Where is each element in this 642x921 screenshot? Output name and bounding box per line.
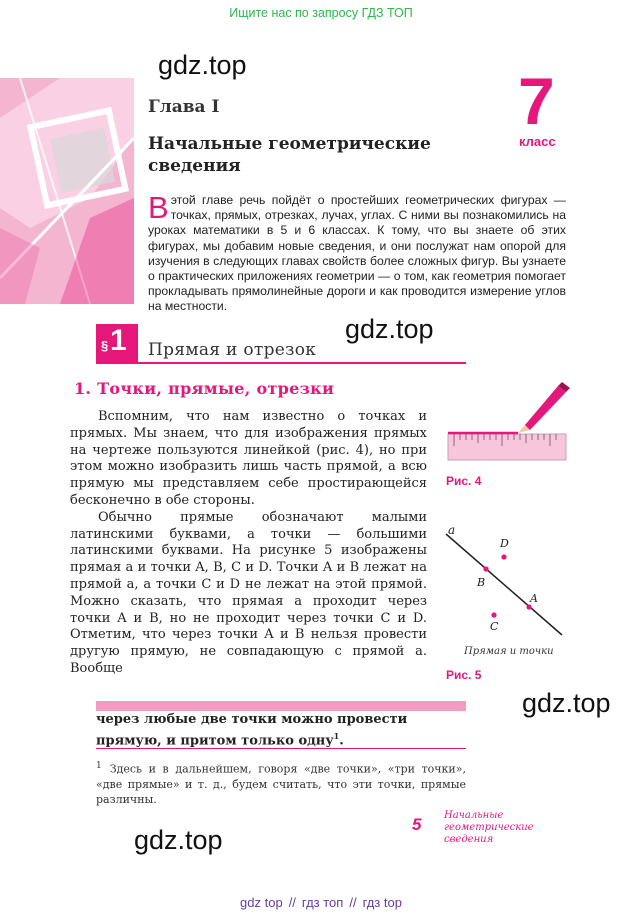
intro-dropcap: В <box>148 190 169 225</box>
figure-5-point-d: D <box>500 537 509 550</box>
footnote-text: Здесь и в дальнейшем, говоря «две точки», «три точки», «две прямые» и т. д., будем считать, что эти точки, прямые различны. <box>96 762 466 806</box>
paragraph-symbol: § <box>101 338 109 353</box>
grade-number: 7 <box>518 64 555 138</box>
figure-5-subcaption: Прямая и точки <box>464 646 554 657</box>
watermark: gdz.top <box>522 688 611 718</box>
rule-text: через любые две точки можно провести прямую, и притом только одну$^1$. <box>96 712 408 749</box>
figure-5-caption: Рис. 5 <box>446 668 482 682</box>
chapter-title <box>148 133 448 177</box>
bottom-link-1[interactable]: gdz top <box>240 895 283 910</box>
body-paragraph-1: Вспомним, что нам известно о точках и прямых. Мы знаем, что для изображения прямых на чертеже пользуются линейкой (рис. 4), но при этом можно изобразить лишь часть прямой, а всю прямую мы представляем себе простирающейся бесконечно в обе стороны. <box>70 409 427 508</box>
bottom-link-3[interactable]: гдз top <box>362 895 402 910</box>
section-name-line3: сведения <box>444 834 494 845</box>
body-paragraph-2: Обычно прямые обозначают малыми латинскими буквами, а точки — большими латинскими буквами. На рисунке 5 изображены прямая a и точки A, B, C и D. Точки A и B лежат на прямой a, а точки C и D не лежат на этой прямой. Можно сказать, что прямая a проходит через точки A и B, но не проходит через точки C и D. Отметим, что через точки A и B нельзя провести другую прямую, не совпадающую с прямой a. Вообще <box>70 509 427 676</box>
paragraph-badge <box>96 324 138 364</box>
section-body <box>70 409 427 678</box>
figure-5-line-label: a <box>448 523 456 537</box>
rule-footnote-mark: 1 <box>333 731 340 741</box>
rule-statement: через любые две точки можно провести прямую, и притом только одну <box>96 712 408 749</box>
chapter-label: Глава I <box>148 97 220 117</box>
bottom-link-2[interactable]: гдз топ <box>301 895 344 910</box>
figure-5-point-a: A <box>530 592 538 605</box>
figure-5-point-c: C <box>490 620 499 633</box>
footnote <box>96 759 466 807</box>
footnote-mark: 1 <box>96 761 102 771</box>
figure-4-ruler-pencil <box>446 378 571 468</box>
chapter-intro <box>148 190 566 315</box>
watermark: gdz.top <box>345 314 434 344</box>
chapter-cover-image <box>0 78 134 304</box>
search-banner[interactable]: Ищите нас по запросу ГДЗ ТОП <box>229 6 413 20</box>
section-title: 1. Точки, прямые, отрезки <box>74 379 335 398</box>
page-number: 5 <box>412 815 422 834</box>
figure-5-point-b: B <box>477 576 486 589</box>
rule-bar <box>96 701 466 711</box>
intro-text: этой главе речь пойдёт о простейших геометрических фигурах — точках, прямых, отрезках, лучах, углах. С ними вы познакомились на уроках математики в 5 и 6 классах. К тому, что вы знаете об этих фигурах, мы добавим новые сведения, и они послужат нам опорой для изучения в следующих главах свойств более сложных фигур. Вы узнаете о практических приложениях геометрии — о том, как геометрия помогает прокладывать прямолинейные дороги и как проводится измерение углов на местности. <box>148 193 566 314</box>
chapter-title-line2: сведения <box>148 156 241 176</box>
page-section-name <box>444 810 554 846</box>
paragraph-underline <box>96 362 466 364</box>
paragraph-number: 1 <box>110 324 127 357</box>
figure-4-caption: Рис. 4 <box>446 474 482 488</box>
grade-word: класс <box>519 134 556 149</box>
paragraph-title: Прямая и отрезок <box>148 340 317 360</box>
watermark: gdz.top <box>158 50 247 80</box>
section-name-line2: геометрические <box>444 822 534 833</box>
rule-underline <box>96 748 466 749</box>
section-name-line1: Начальные <box>444 810 504 821</box>
bottom-links: gdz top // гдз топ // гдз top <box>240 895 402 910</box>
watermark: gdz.top <box>134 825 223 855</box>
chapter-title-line1: Начальные геометрические <box>148 134 431 154</box>
